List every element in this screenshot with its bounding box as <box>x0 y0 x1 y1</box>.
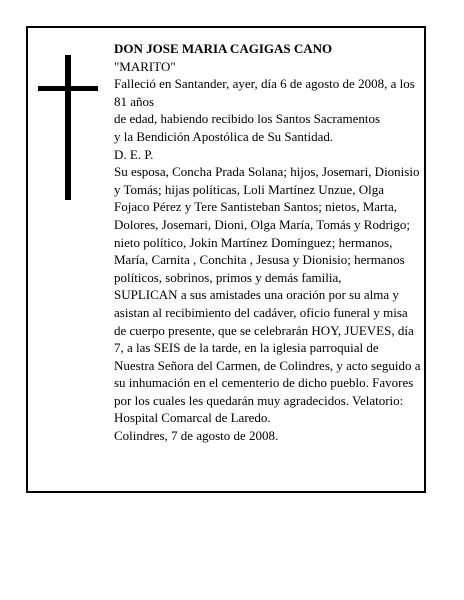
cross-vertical-bar <box>65 55 71 200</box>
funeral-request: SUPLICAN a sus amistades una oración por su alma y asistan al recibimiento del cadáver, oficio funeral y misa de cuerpo presente, que se celebrarán HOY, JUEVES, día 7, a las SEIS de la tarde, en la iglesia parroquial de Nuestra Señora del Carmen, de Colindres, y acto seguido a su inhumación en el cementerio de dicho pueblo. Favores por los cuales les quedarán muy agradecidos. Velatorio: Hospital Comarcal de Laredo. <box>114 287 421 426</box>
rest-in-peace: D. E. P. <box>114 146 154 162</box>
obituary-text <box>114 40 422 445</box>
cross-icon <box>38 55 98 200</box>
death-announcement-2: de edad, habiendo recibido los Santos Sacramentos <box>114 111 381 127</box>
obituary-frame <box>26 26 426 493</box>
deceased-nickname: "MARITO" <box>114 58 176 74</box>
cross-horizontal-bar <box>38 86 98 91</box>
deceased-name: DON JOSE MARIA CAGIGAS CANO <box>114 41 333 56</box>
place-date: Colindres, 7 de agosto de 2008. <box>114 428 279 444</box>
death-announcement-1: Falleció en Santander, ayer, día 6 de agosto de 2008, a los 81 años <box>114 76 415 109</box>
death-announcement-3: y la Bendición Apostólica de Su Santidad. <box>114 128 334 144</box>
family-list: Su esposa, Concha Prada Solana; hijos, Josemari, Dionisio y Tomás; hijas políticas, Loli Martínez Unzue, Olga Fojaco Pérez y Tere Santisteban Santos; nietos, Marta, Dolores, Josemari, Dioni, Olga María, Tomás y Rodrigo; nieto político, Jokin Martínez Domínguez; hermanos, María, Carnita , Conchita , Jesusa y Dionisio; hermanos políticos, sobrinos, primos y demás familia, <box>114 164 420 285</box>
